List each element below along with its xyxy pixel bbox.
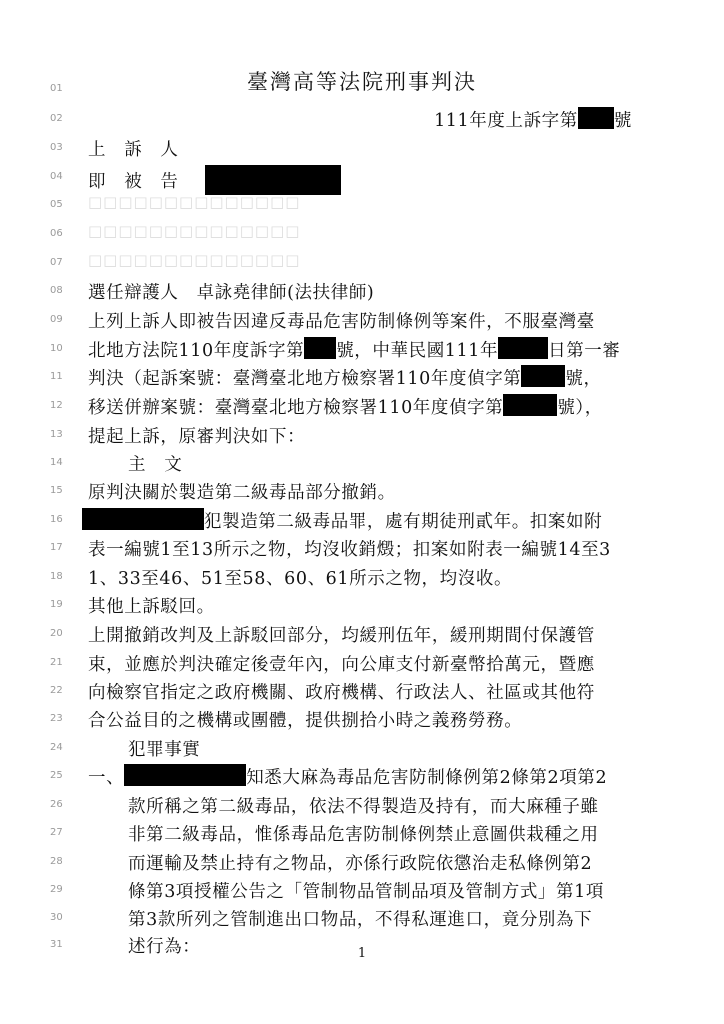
line-13 bbox=[0, 422, 724, 450]
section-heading-main-text: 主 文 bbox=[128, 455, 183, 475]
line-number: 02 bbox=[50, 113, 63, 124]
line-number: 03 bbox=[50, 142, 63, 153]
line-number: 11 bbox=[50, 371, 63, 382]
line-06 bbox=[0, 221, 724, 249]
line-05 bbox=[0, 192, 724, 220]
line-01 bbox=[0, 76, 724, 104]
redaction-block bbox=[498, 337, 548, 359]
redaction-block bbox=[82, 508, 204, 530]
party-label-appellant: 上 訴 人 bbox=[88, 140, 179, 160]
line-11 bbox=[0, 364, 724, 392]
line-number: 16 bbox=[50, 514, 63, 525]
body-text: 犯製造第二級毒品罪，處有期徒刑貳年。扣案如附 bbox=[82, 508, 602, 533]
line-25 bbox=[0, 763, 724, 791]
body-text: 非第二級毒品，惟係毒品危害防制條例禁止意圖供栽種之用 bbox=[128, 825, 599, 845]
body-text: 款所稱之第二級毒品，依法不得製造及持有，而大麻種子雖 bbox=[128, 797, 599, 817]
body-text: 向檢察官指定之政府機關、政府機構、行政法人、社區或其他符 bbox=[88, 683, 595, 703]
line-number: 05 bbox=[50, 199, 63, 210]
line-number: 15 bbox=[50, 485, 63, 496]
body-text: 提起上訴，原審判決如下： bbox=[88, 427, 306, 447]
line-12 bbox=[0, 393, 724, 421]
line-number: 01 bbox=[50, 83, 63, 94]
line-28 bbox=[0, 849, 724, 877]
line-number: 13 bbox=[50, 429, 63, 440]
case-number: 111年度上訴字第 號 bbox=[434, 107, 632, 132]
body-text: 1、33至46、51至58、60、61所示之物，均沒收。 bbox=[88, 569, 513, 589]
body-text: 原判決關於製造第二級毒品部分撤銷。 bbox=[88, 483, 396, 503]
line-10 bbox=[0, 336, 724, 364]
body-text: 判決（起訴案號：臺灣臺北地方檢察署110年度偵字第 號， bbox=[88, 365, 602, 390]
masked-text: □□□□□□□□□□□□□□ bbox=[88, 193, 301, 211]
redaction-block bbox=[521, 365, 565, 387]
body-text: 述行為： bbox=[128, 937, 201, 957]
line-20 bbox=[0, 621, 724, 649]
line-23 bbox=[0, 706, 724, 734]
body-text: 移送併辦案號：臺灣臺北地方檢察署110年度偵字第 號）， bbox=[88, 394, 603, 419]
line-number: 07 bbox=[50, 257, 63, 268]
page-number: 1 bbox=[357, 946, 367, 961]
line-number: 24 bbox=[50, 742, 63, 753]
line-30 bbox=[0, 905, 724, 933]
line-04 bbox=[0, 164, 724, 192]
body-text: 上開撤銷改判及上訴駁回部分，均緩刑伍年，緩刑期間付保護管 bbox=[88, 626, 595, 646]
redaction-block bbox=[124, 764, 246, 786]
line-number: 29 bbox=[50, 884, 63, 895]
line-number: 26 bbox=[50, 799, 63, 810]
line-number: 18 bbox=[50, 571, 63, 582]
line-15 bbox=[0, 478, 724, 506]
line-number: 31 bbox=[50, 939, 63, 950]
line-03 bbox=[0, 135, 724, 163]
body-text: 表一編號1至13所示之物，均沒收銷燬；扣案如附表一編號14至3 bbox=[88, 540, 611, 560]
line-number: 04 bbox=[50, 171, 63, 182]
line-14 bbox=[0, 450, 724, 478]
line-17 bbox=[0, 535, 724, 563]
body-text: 其他上訴駁回。 bbox=[88, 597, 215, 617]
line-number: 12 bbox=[50, 400, 63, 411]
line-number: 06 bbox=[50, 228, 63, 239]
document-title: 臺灣高等法院刑事判決 bbox=[247, 70, 477, 94]
line-number: 09 bbox=[50, 314, 63, 325]
line-21 bbox=[0, 650, 724, 678]
line-number: 17 bbox=[50, 542, 63, 553]
body-text: 一、 知悉大麻為毒品危害防制條例第2條第2項第2 bbox=[88, 764, 607, 789]
line-16 bbox=[0, 507, 724, 535]
party-label-defendant: 即 被 告 bbox=[88, 165, 341, 195]
line-number: 25 bbox=[50, 770, 63, 781]
line-24 bbox=[0, 735, 724, 763]
redaction-block bbox=[578, 107, 614, 129]
masked-text: □□□□□□□□□□□□□□ bbox=[88, 251, 301, 269]
line-number: 19 bbox=[50, 599, 63, 610]
line-27 bbox=[0, 820, 724, 848]
body-text: 上列上訴人即被告因違反毒品危害防制條例等案件，不服臺灣臺 bbox=[88, 312, 595, 332]
line-29 bbox=[0, 877, 724, 905]
line-number: 20 bbox=[50, 628, 63, 639]
line-number: 27 bbox=[50, 827, 63, 838]
line-08 bbox=[0, 278, 724, 306]
line-09 bbox=[0, 307, 724, 335]
redaction-block bbox=[503, 394, 557, 416]
line-26 bbox=[0, 792, 724, 820]
defense-counsel: 選任辯護人 卓詠堯律師(法扶律師) bbox=[88, 283, 375, 303]
body-text: 束，並應於判決確定後壹年內，向公庫支付新臺幣拾萬元，暨應 bbox=[88, 655, 595, 675]
line-02 bbox=[0, 106, 724, 134]
body-text: 第3款所列之管制進出口物品，不得私運進口，竟分別為下 bbox=[128, 910, 593, 930]
line-number: 08 bbox=[50, 285, 63, 296]
redaction-block bbox=[205, 165, 341, 195]
redaction-block bbox=[304, 337, 336, 359]
line-number: 22 bbox=[50, 685, 63, 696]
line-19 bbox=[0, 592, 724, 620]
masked-text: □□□□□□□□□□□□□□ bbox=[88, 222, 301, 240]
section-heading-facts: 犯罪事實 bbox=[128, 740, 201, 760]
line-number: 14 bbox=[50, 457, 63, 468]
line-number: 10 bbox=[50, 343, 63, 354]
body-text: 而運輸及禁止持有之物品，亦係行政院依懲治走私條例第2 bbox=[128, 854, 593, 874]
line-number: 30 bbox=[50, 912, 63, 923]
line-number: 21 bbox=[50, 657, 63, 668]
body-text: 合公益目的之機構或團體，提供捌拾小時之義務勞務。 bbox=[88, 711, 523, 731]
line-18 bbox=[0, 564, 724, 592]
line-number: 23 bbox=[50, 713, 63, 724]
body-text: 北地方法院110年度訴字第 號，中華民國111年 日第一審 bbox=[88, 337, 621, 362]
line-22 bbox=[0, 678, 724, 706]
line-07 bbox=[0, 250, 724, 278]
line-number: 28 bbox=[50, 856, 63, 867]
body-text: 條第3項授權公告之「管制物品管制品項及管制方式」第1項 bbox=[128, 882, 604, 902]
